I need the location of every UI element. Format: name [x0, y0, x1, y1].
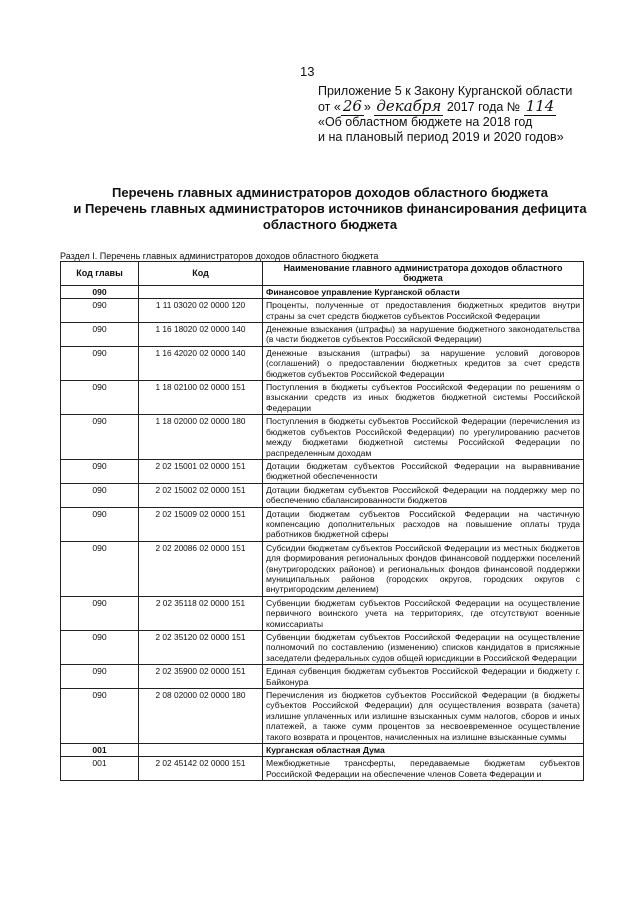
chapter-code-cell: 090 [61, 381, 139, 415]
code-cell: 2 02 35900 02 0000 151 [139, 665, 263, 689]
header-code: Код [139, 262, 263, 286]
chapter-code-cell: 090 [61, 541, 139, 596]
table-row [61, 415, 584, 460]
header-administrator-name: Наименование главного администратора доходов областного бюджета [263, 262, 584, 286]
chapter-code-cell: 090 [61, 459, 139, 483]
table-row [61, 665, 584, 689]
table-group-row [61, 285, 584, 298]
name-cell: Проценты, полученные от предоставления бюджетных кредитов внутри страны за счет средств бюджетов субъектов Российской Федерации [263, 299, 584, 323]
table-group-row [61, 744, 584, 757]
title-line-3: областного бюджета [262, 217, 398, 232]
name-cell: Дотации бюджетам субъектов Российской Федерации на частичную компенсацию дополнительных расходов на повышение оплаты труда работников бюджетной сферы [263, 507, 584, 541]
table-row [61, 346, 584, 380]
table-row [61, 689, 584, 744]
code-cell: 2 08 02000 02 0000 180 [139, 689, 263, 744]
section-label: Раздел I. Перечень главных администраторов доходов областного бюджета [60, 251, 379, 261]
chapter-code-cell: 001 [61, 744, 139, 757]
chapter-code-cell: 090 [61, 415, 139, 460]
table-header-row [61, 262, 584, 286]
name-cell: Перечисления из бюджетов субъектов Российской Федерации (в бюджеты субъектов Российской Федерации) для осуществления возврата (зачета) излишне уплаченных или излишне взысканных сумм налогов, сборов и иных платежей, а также сумм процентов за несвоевременное осуществление такого возврата и процентов, начисленных на излишне взысканные суммы [263, 689, 584, 744]
name-cell: Единая субвенция бюджетам субъектов Российской Федерации и бюджету г. Байконура [263, 665, 584, 689]
name-cell: Финансовое управление Курганской области [263, 285, 584, 298]
code-cell: 2 02 15009 02 0000 151 [139, 507, 263, 541]
name-cell: Дотации бюджетам субъектов Российской Федерации на поддержку мер по обеспечению сбалансированности бюджетов [263, 483, 584, 507]
name-cell: Денежные взыскания (штрафы) за нарушение бюджетного законодательства (в части бюджетов субъектов Российской Федерации) [263, 323, 584, 347]
code-cell: 1 16 18020 02 0000 140 [139, 323, 263, 347]
chapter-code-cell: 090 [61, 346, 139, 380]
title-line-1: Перечень главных администраторов доходов областного бюджета [112, 185, 548, 200]
appendix-law-number: 114 [525, 97, 555, 115]
code-cell: 2 02 45142 02 0000 151 [139, 757, 263, 781]
appendix-line-1: Приложение 5 к Закону Курганской области [318, 84, 573, 98]
name-cell: Субвенции бюджетам субъектов Российской Федерации на осуществление первичного воинского учета на территориях, где отсутствуют военные комиссариаты [263, 596, 584, 630]
chapter-code-cell: 090 [61, 299, 139, 323]
table-row [61, 299, 584, 323]
table-row [61, 757, 584, 781]
code-cell [139, 285, 263, 298]
table-row [61, 596, 584, 630]
name-cell: Субвенции бюджетам субъектов Российской Федерации на осуществление полномочий по составлению (изменению) списков кандидатов в присяжные заседатели федеральных судов общей юрисдикции в Российской Федерации [263, 631, 584, 665]
code-cell: 2 02 20086 02 0000 151 [139, 541, 263, 596]
chapter-code-cell: 001 [61, 757, 139, 781]
appendix-day: 26 [342, 97, 362, 115]
name-cell: Поступления в бюджеты субъектов Российской Федерации (перечисления из бюджетов субъектов Российской Федерации) по урегулированию расчетов между бюджетами бюджетной системы Российской Федерации по распределенным доходам [263, 415, 584, 460]
chapter-code-cell: 090 [61, 285, 139, 298]
chapter-code-cell: 090 [61, 631, 139, 665]
name-cell: Дотации бюджетам субъектов Российской Федерации на выравнивание бюджетной обеспеченности [263, 459, 584, 483]
name-cell: Межбюджетные трансферты, передаваемые бюджетам субъектов Российской Федерации на обеспечение членов Совета Федерации и [263, 757, 584, 781]
appendix-from-label: от « [318, 100, 341, 114]
appendix-line-2 [318, 99, 572, 115]
document-title [40, 185, 620, 233]
header-chapter-code: Код главы [61, 262, 139, 286]
chapter-code-cell: 090 [61, 507, 139, 541]
table-row [61, 507, 584, 541]
code-cell: 2 02 15002 02 0000 151 [139, 483, 263, 507]
appendix-month: декабря [376, 97, 442, 115]
code-cell: 1 16 42020 02 0000 140 [139, 346, 263, 380]
title-line-2: и Перечень главных администраторов источников финансирования дефицита [73, 201, 587, 216]
chapter-code-cell: 090 [61, 323, 139, 347]
chapter-code-cell: 090 [61, 596, 139, 630]
table-row [61, 459, 584, 483]
code-cell: 1 18 02100 02 0000 151 [139, 381, 263, 415]
appendix-quote-close: » [363, 100, 371, 114]
table-row [61, 323, 584, 347]
table-row [61, 483, 584, 507]
table-row [61, 631, 584, 665]
chapter-code-cell: 090 [61, 665, 139, 689]
appendix-line-3: «Об областном бюджете на 2018 год [318, 115, 533, 129]
chapter-code-cell: 090 [61, 689, 139, 744]
chapter-code-cell: 090 [61, 483, 139, 507]
code-cell: 1 18 02000 02 0000 180 [139, 415, 263, 460]
code-cell: 1 11 03020 02 0000 120 [139, 299, 263, 323]
code-cell: 2 02 35118 02 0000 151 [139, 596, 263, 630]
name-cell: Курганская областная Дума [263, 744, 584, 757]
appendix-year: 2017 года № [446, 100, 521, 114]
name-cell: Субсидии бюджетам субъектов Российской Федерации из местных бюджетов для формирования региональных фондов финансовой поддержки поселений (внутригородских районов) и региональных фондов финансовой поддержки муниципальных районов (городских округов, городских округов с внутригородским делением) [263, 541, 584, 596]
table-row [61, 381, 584, 415]
appendix-line-4: и на плановый период 2019 и 2020 годов» [318, 130, 564, 144]
administrators-table [60, 261, 584, 781]
table-body [61, 285, 584, 780]
code-cell: 2 02 35120 02 0000 151 [139, 631, 263, 665]
name-cell: Поступления в бюджеты субъектов Российской Федерации по решениям о взыскании средств из иных бюджетов бюджетной системы Российской Федерации [263, 381, 584, 415]
appendix-block [318, 84, 572, 145]
page-number: 13 [300, 64, 315, 79]
table-row [61, 541, 584, 596]
name-cell: Денежные взыскания (штрафы) за нарушение условий договоров (соглашений) о предоставлении бюджетных кредитов за счет средств бюджетов субъектов Российской Федерации [263, 346, 584, 380]
code-cell [139, 744, 263, 757]
code-cell: 2 02 15001 02 0000 151 [139, 459, 263, 483]
